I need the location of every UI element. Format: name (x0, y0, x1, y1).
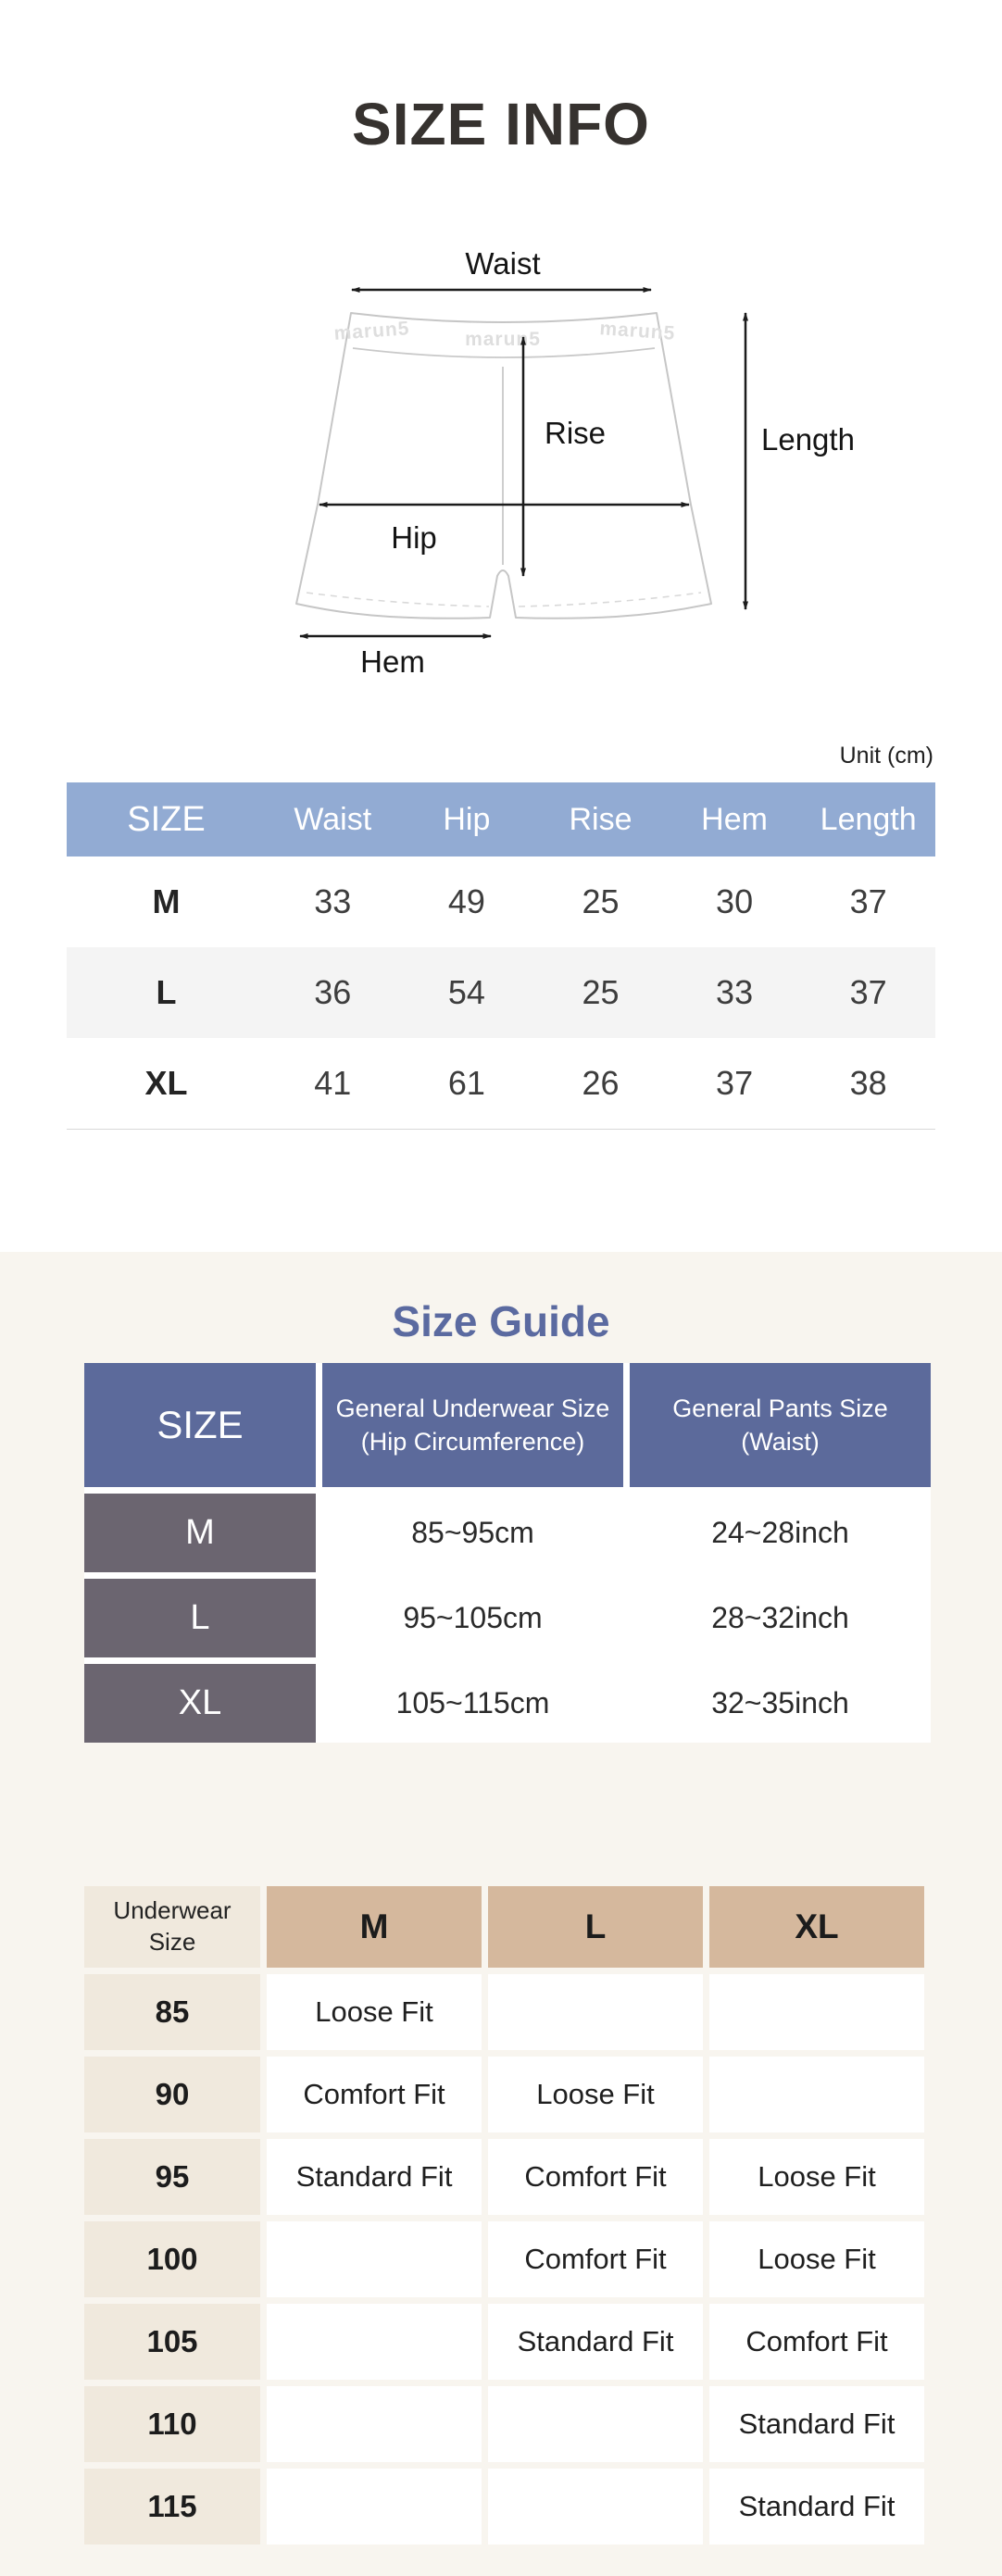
size-table-row (67, 1038, 935, 1129)
unit-note: Unit (cm) (839, 743, 933, 769)
header-line: (Waist) (741, 1428, 820, 1456)
fit-table-cell: Comfort Fit (709, 2304, 924, 2380)
fit-table-cell: Loose Fit (709, 2221, 924, 2297)
header-line: General Underwear Size (335, 1394, 610, 1422)
fit-table-size-cell: 85 (84, 1974, 260, 2050)
rise-label: Rise (545, 416, 607, 450)
size-table-cell: 37 (849, 973, 887, 1011)
size-guide-size-cell: XL (84, 1664, 316, 1743)
size-table-size-cell: M (152, 882, 181, 920)
fit-table-size-cell: 95 (84, 2139, 260, 2215)
size-table-header-row (67, 782, 935, 857)
size-table-header-cell: Waist (294, 801, 372, 837)
size-guide-size-cell: L (84, 1579, 316, 1657)
size-table-cell: 30 (716, 882, 754, 920)
size-table-cell: 41 (314, 1064, 352, 1102)
size-guide-cell: 32~35inch (630, 1664, 931, 1743)
fit-table-cell (267, 2386, 482, 2462)
size-guide-cell: 85~95cm (322, 1494, 623, 1572)
size-table-cell: 33 (716, 973, 754, 1011)
size-table (67, 782, 935, 1130)
page-title: SIZE INFO (352, 91, 650, 157)
fit-table-header-cell: XL (709, 1886, 924, 1968)
size-guide-size-cell: M (84, 1494, 316, 1572)
fit-table-cell: Loose Fit (267, 1974, 482, 2050)
size-table-cell: 49 (447, 882, 485, 920)
fit-table (84, 1886, 924, 2545)
hem-label: Hem (360, 644, 425, 679)
fit-table-size-cell: 110 (84, 2386, 260, 2462)
fit-table-size-cell: 105 (84, 2304, 260, 2380)
size-table-header-cell: Rise (569, 801, 633, 837)
fit-table-cell (488, 2469, 703, 2545)
fit-table-cell: Loose Fit (488, 2057, 703, 2132)
size-guide-title: Size Guide (392, 1297, 610, 1345)
fit-table-cell (488, 2386, 703, 2462)
size-table-size-cell: XL (144, 1064, 188, 1102)
size-table-cell: 54 (447, 973, 485, 1011)
shorts-measurement-diagram (0, 231, 1002, 694)
size-table-row (67, 947, 935, 1038)
fit-table-cell: Standard Fit (709, 2386, 924, 2462)
fit-table-size-cell: 90 (84, 2057, 260, 2132)
shorts-illustration (296, 313, 711, 619)
fit-table-cell: Comfort Fit (488, 2139, 703, 2215)
size-table-row (67, 857, 935, 947)
waistband-brand-text: marun5 (332, 318, 411, 344)
fit-table-cell: Standard Fit (267, 2139, 482, 2215)
size-guide-section (0, 1252, 1002, 2576)
hip-label: Hip (391, 520, 437, 555)
size-table-header-cell: SIZE (127, 799, 206, 839)
header-line: General Pants Size (672, 1394, 888, 1422)
size-table-cell: 25 (582, 973, 620, 1011)
size-table-header-cell: Hem (701, 801, 768, 837)
waistband-brand-text: marun5 (598, 318, 677, 344)
fit-table-header-cell: M (267, 1886, 482, 1968)
fit-table-cell: Standard Fit (488, 2304, 703, 2380)
fit-table-cell (488, 1974, 703, 2050)
fit-table-cell (267, 2469, 482, 2545)
fit-table-cell (709, 2057, 924, 2132)
size-table-size-cell: L (156, 973, 177, 1011)
fit-table-cell: Standard Fit (709, 2469, 924, 2545)
waist-label: Waist (465, 246, 541, 281)
table-bottom-rule (67, 1129, 935, 1130)
size-table-cell: 26 (582, 1064, 620, 1102)
size-table-cell: 36 (314, 973, 352, 1011)
fit-table-cell: Comfort Fit (267, 2057, 482, 2132)
size-table-cell: 37 (849, 882, 887, 920)
fit-table-cell: Loose Fit (709, 2139, 924, 2215)
size-guide-header-cell (630, 1363, 931, 1487)
size-table-header-cell: Hip (443, 801, 491, 837)
size-table-header-cell: Length (820, 801, 917, 837)
fit-table-cell: Comfort Fit (488, 2221, 703, 2297)
size-table-cell: 61 (447, 1064, 485, 1102)
fit-table-size-cell: 115 (84, 2469, 260, 2545)
fit-table-corner-cell: Underwear Size (84, 1886, 260, 1968)
fit-table-size-cell: 100 (84, 2221, 260, 2297)
length-label: Length (761, 422, 855, 456)
fit-table-header-cell: L (488, 1886, 703, 1968)
size-guide-table (84, 1363, 931, 1743)
size-table-cell: 37 (716, 1064, 754, 1102)
size-guide-cell: 95~105cm (322, 1579, 623, 1657)
size-guide-cell: 105~115cm (322, 1664, 623, 1743)
waistband-brand-text: marun5 (465, 329, 541, 350)
size-guide-header-cell: SIZE (84, 1363, 316, 1487)
fit-table-cell (267, 2221, 482, 2297)
size-table-cell: 33 (314, 882, 352, 920)
size-guide-header-cell (322, 1363, 623, 1487)
size-table-cell: 25 (582, 882, 620, 920)
size-guide-cell: 24~28inch (630, 1494, 931, 1572)
size-table-cell: 38 (849, 1064, 887, 1102)
size-guide-cell: 28~32inch (630, 1579, 931, 1657)
fit-table-cell (267, 2304, 482, 2380)
header-line: (Hip Circumference) (360, 1428, 585, 1456)
fit-table-cell (709, 1974, 924, 2050)
